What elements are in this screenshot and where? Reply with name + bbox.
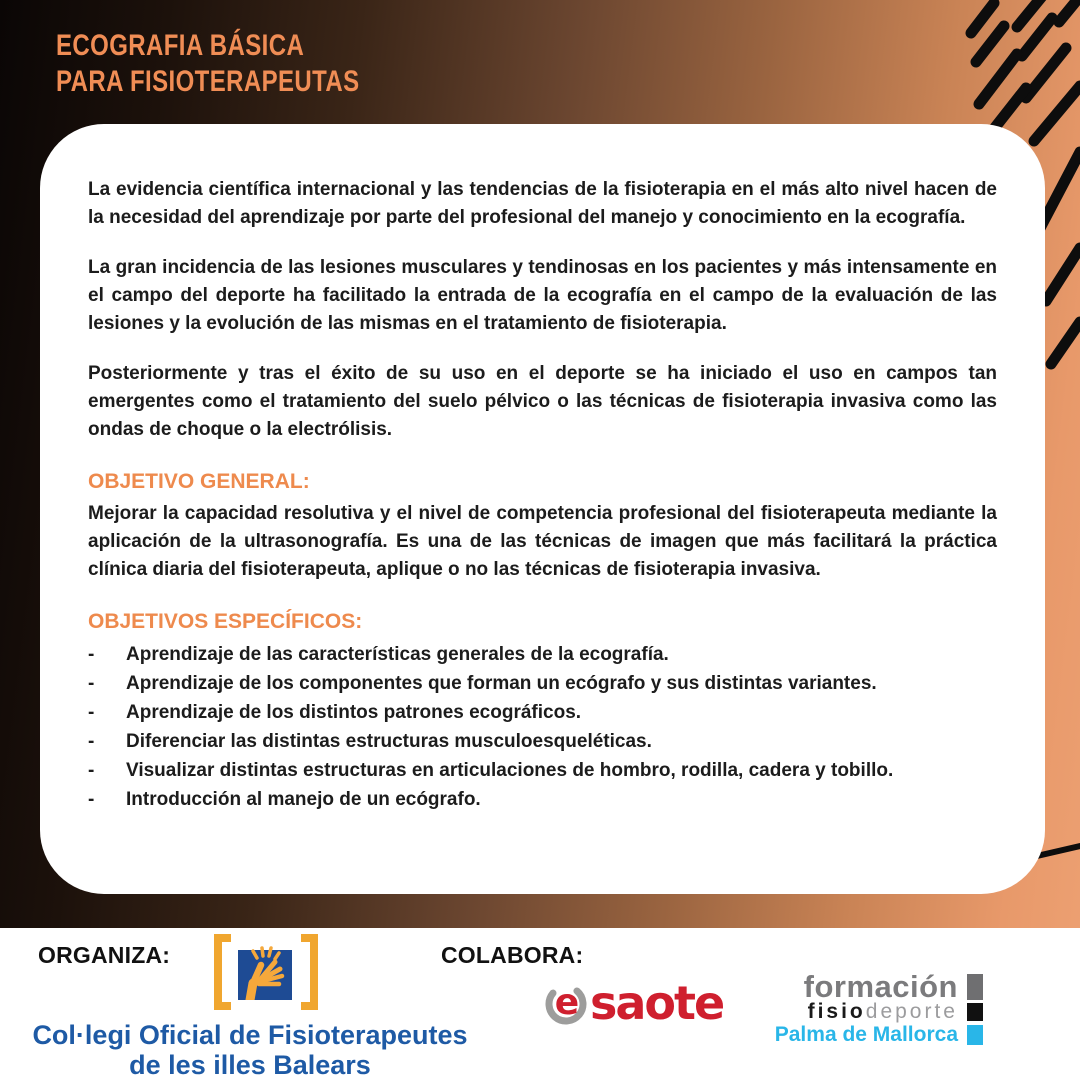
esaote-logo	[545, 974, 723, 1032]
objetivo-general-body: Mejorar la capacidad resolutiva y el nivel de competencia profesional del fisioterapeuta mediante la aplicación de la ultrasonografía. Es una de las técnicas de imagen que más facilitará la práctica clínica diaria del fisioterapeuta, aplique o no las técnicas de fisioterapia invasiva.	[88, 503, 997, 580]
esaote-swoosh-icon	[545, 974, 589, 1032]
list-item	[88, 727, 997, 756]
page-title-line1: ECOGRAFIA BÁSICA	[56, 29, 305, 62]
fisiodeporte-row3	[775, 1023, 983, 1047]
fisiodeporte-deporte: deporte	[865, 1000, 958, 1023]
cofib-name	[28, 1020, 472, 1080]
list-item-text: Diferenciar las distintas estructuras musculoesqueléticas.	[126, 731, 652, 752]
bullet-dash: -	[88, 731, 95, 752]
cyan-square-icon	[967, 1025, 983, 1045]
list-item-text: Visualizar distintas estructuras en articulaciones de hombro, rodilla, cadera y tobillo.	[126, 760, 894, 781]
cofib-name-line1: Col·legi Oficial de Fisioterapeutes	[32, 1020, 468, 1050]
list-item-text: Aprendizaje de los componentes que forman un ecógrafo y sus distintas variantes.	[126, 673, 877, 694]
fisiodeporte-logo	[774, 969, 983, 1047]
bullet-dash: -	[88, 760, 95, 781]
fisiodeporte-row1	[803, 969, 983, 1004]
colabora-label: COLABORA:	[441, 942, 584, 968]
bracket-right-icon	[301, 934, 318, 1010]
list-item	[88, 640, 997, 669]
black-square-icon	[967, 1003, 983, 1021]
page-title	[56, 28, 360, 100]
page-title-line2: PARA FISIOTERAPEUTAS	[56, 65, 360, 98]
esaote-wordmark: saote	[590, 976, 724, 1030]
footer	[0, 928, 1080, 1080]
intro-paragraph-2: La gran incidencia de las lesiones musculares y tendinosas en los pacientes y más intensamente en el campo del deporte ha facilitado la entrada de la ecografía en el campo de la evaluación de las lesiones y la evolución de las mismas en el tratamiento de fisioterapia.	[88, 257, 997, 334]
cofib-logo	[214, 934, 318, 1010]
bullet-dash: -	[88, 644, 95, 665]
fisiodeporte-fisio: fisio	[807, 1000, 866, 1023]
fisiodeporte-palma: Palma de Mallorca	[774, 1023, 958, 1046]
esaote-letter-e: e	[554, 981, 580, 1023]
objectives-list	[88, 640, 997, 814]
gray-square-icon	[967, 974, 983, 1000]
bullet-dash: -	[88, 789, 95, 810]
fisiodeporte-row2	[808, 1001, 983, 1023]
objetivos-especificos-heading: OBJETIVOS ESPECÍFICOS:	[88, 610, 363, 633]
hand-icon	[238, 944, 294, 1000]
list-item	[88, 756, 997, 785]
list-item-text: Introducción al manejo de un ecógrafo.	[126, 789, 481, 810]
fisiodeporte-formacion: formación	[803, 969, 958, 1004]
organiza-label: ORGANIZA:	[38, 942, 171, 968]
cofib-name-line2: de les illes Balears	[129, 1050, 371, 1080]
intro-paragraph-1: La evidencia científica internacional y las tendencias de la fisioterapia en el más alto nivel hacen de la necesidad del aprendizaje por parte del profesional del manejo y conocimiento en la ecografía.	[88, 179, 997, 228]
bracket-left-icon	[214, 934, 231, 1010]
bullet-dash: -	[88, 673, 95, 694]
bullet-dash: -	[88, 702, 95, 723]
intro-paragraph-3: Posteriormente y tras el éxito de su uso en el deporte se ha iniciado el uso en campos tan emergentes como el tratamiento del suelo pélvico o las técnicas de fisioterapia invasiva como las ondas de choque o la electrólisis.	[88, 363, 997, 440]
list-item-text: Aprendizaje de los distintos patrones ecográficos.	[126, 702, 582, 723]
list-item	[88, 785, 997, 814]
objetivo-general-heading: OBJETIVO GENERAL:	[88, 470, 310, 493]
list-item	[88, 669, 997, 698]
list-item	[88, 698, 997, 727]
content-card	[40, 124, 1045, 894]
list-item-text: Aprendizaje de las características generales de la ecografía.	[126, 644, 669, 665]
